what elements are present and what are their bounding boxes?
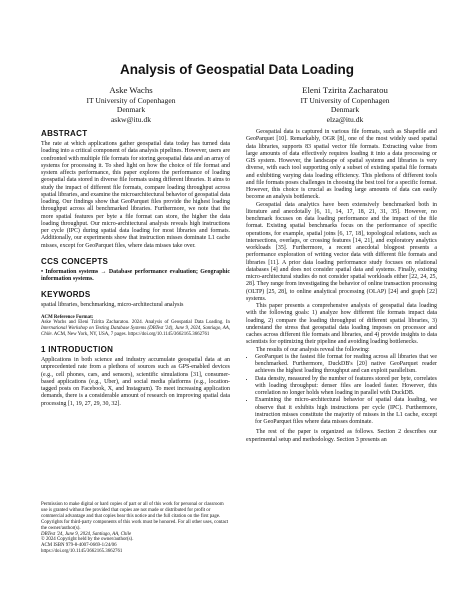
left-column	[41, 129, 230, 408]
author-affiliation: IT University of Copenhagen	[86, 95, 176, 105]
author-name: Aske Wachs	[109, 85, 153, 95]
acm-reference-tail: ACM, New York, NY, USA, 7 pages. https://doi.org/10.1145/3662165.3662761	[52, 332, 210, 338]
footnote-copyright: © 2024 Copyright held by the owner/author(s).	[41, 537, 134, 543]
footnote-isbn: ACM ISBN 979-8-4007-0669-1/24/06	[41, 543, 117, 549]
list-item: • GeoParquet is the fastest file format for reading across all libraries that we benchmarked. Furthermore, DuckDB's [20] native GeoParquet reader achieves the highest loading throughput and can exploit parallelism.	[255, 354, 437, 376]
keywords-text: spatial libraries, benchmarking, micro-architectural analysis	[41, 302, 184, 309]
permission-footnote	[41, 502, 230, 555]
permission-text: Permission to make digital or hard copies of part or all of this work for personal or classroom use is granted without fee provided that copies are not made or distributed for profit or commercial advantage and that copies bear this notice and the full citation on the first page. Copyrights for third-party components of this work must be honored. For all other uses, contact the owner/author(s).	[41, 502, 229, 531]
keywords-heading: KEYWORDS	[41, 290, 91, 300]
body-paragraph: This paper presents a comprehensive analysis of geospatial data loading with the following goals: 1) analyze how different file formats impact data loading, 2) compare the loading throughput of different spatial libraries, 3) understand the stress that geospatial data loading imposes on processor and caches across different file formats and libraries, and 4) provide insights to data scientists for optimizing their pipeline and avoiding loading bottlenecks.	[246, 303, 437, 346]
footnote-doi[interactable]: https://doi.org/10.1145/3662165.3662761	[41, 549, 123, 555]
acm-reference-authors: Aske Wachs and Eleni Tzirita Zacharatou. 2024. Analysis of Geospatial Data Loading. In	[41, 320, 230, 326]
acm-reference-label: ACM Reference Format:	[41, 314, 94, 320]
author-name: Eleni Tzirita Zacharatou	[302, 85, 388, 95]
footnote-venue: DBTest '24, June 9, 2024, Santiago, AA, Chile	[41, 531, 132, 537]
author-email: elza@itu.dk	[326, 114, 364, 124]
intro-heading: 1 INTRODUCTION	[41, 345, 114, 355]
abstract-heading: ABSTRACT	[41, 129, 88, 138]
right-column	[246, 129, 437, 444]
author-country: Denmark	[116, 105, 146, 115]
author-block-1	[26, 86, 236, 124]
paper-title: Analysis of Geospatial Data Loading	[119, 62, 355, 77]
ccs-text: • Information systems → Database performance evaluation; Geographic information systems.	[41, 268, 230, 282]
body-paragraph: Geospatial data analytics have been extensively benchmarked both in literature and anecdotally [6, 11, 14, 17, 18, 21, 31, 35]. However, no benchmark focuses on data loading performance and the impact of the file format. Existing spatial benchmarks focus on the performance of specific operations, for example, spatial joins [6, 17, 18], topological relations, such as intersections, overlaps, or crossing features [14, 21], and exploratory analytics workloads [35]. Furthermore, a recent anecdotal blogpost presents a performance exploration of writing vector data with different file formats and libraries [11]. A prior data loading performance study focuses on relational databases [4] and does not consider spatial data and systems. Finally, existing micro-architectural studies do not consider spatial workloads either [22, 24, 25, 28]. They range from investigating the behavior of online transaction processing (OLTP) [25, 28], to online analytical processing (OLAP) [24] and graph [22] systems.	[246, 201, 437, 302]
body-paragraph: The results of our analysis reveal the following:	[256, 346, 370, 353]
findings-list	[246, 354, 437, 427]
ccs-heading: CCS CONCEPTS	[41, 256, 109, 266]
body-paragraph: The rest of the paper is organized as follows. Section 2 describes our experimental setup and methodology. Section 3 presents an	[246, 429, 437, 443]
author-block-2	[240, 86, 450, 124]
list-item: • Data density, measured by the number of features stored per byte, correlates with loading throughput: denser files are loaded faster. However, this correlation no longer holds when loading in parallel with DuckDB.	[255, 376, 437, 398]
author-affiliation: IT University of Copenhagen	[300, 95, 390, 105]
intro-text: Applications in both science and industry accumulate geospatial data at an unprecedented rate from a plethora of sources such as GPS-enabled devices (e.g., cell phones, cars, and sensors), scientific simulations [31], consumer-based applications (e.g., Uber), and social media platforms (e.g., location-tagged posts on Facebook, X, and Instagram). To meet increasing application demands, there is a considerable amount of research on improving spatial data processing [1, 19, 27, 29, 30, 32].	[41, 357, 230, 407]
author-country: Denmark	[330, 105, 360, 115]
author-email: askw@itu.dk	[110, 114, 152, 124]
list-item: • Examining the micro-architectural behavior of spatial data loading, we observe that it exhibits high instructions per cycle (IPC). Furthermore, instruction misses constitute the majority of misses in the L1 cache, except for GeoParquet files where data misses dominate.	[255, 397, 437, 426]
abstract-text: The rate at which applications gather geospatial data today has turned data loading into a critical component of data analysis pipelines. However, users are confronted with multiple file formats for storing geospatial data and an array of systems for processing it. To shed light on how the choice of file format and system affects performance, this paper explores the performance of loading geospatial data stored in diverse file formats using different libraries. It aims to study the impact of different file formats, compare loading throughput across spatial libraries, and examine the microarchitectural behavior of geospatial data loading. Our findings show that GeoParquet files provide the highest loading throughput across all benchmarked libraries. Furthermore, we note that the more spatial features per byte a file format can store, the higher the data loading throughput. Our micro-architectural analysis reveals high instructions per cycle (IPC) during spatial data loading for most libraries and formats. Additionally, our experiments show that instruction misses dominate L1 cache misses, except for GeoParquet files, where data misses take over.	[41, 141, 230, 249]
body-paragraph: Geospatial data is captured in various file formats, such as Shapefile and GeoParquet [10]. Remarkably, OGR [8], one of the most widely used spatial data libraries, supports 83 spatial vector file formats. Extracting value from large amounts of data effectively requires loading it into a data processing or GIS system. However, the landscape of spatial systems and libraries is very diverse, with each tool supporting only a subset of existing spatial file formats and exhibiting varying data loading efficiency. This plethora of different tools and file formats poses challenges in choosing the best tool for a specific format. However, this choice is crucial as loading large amounts of data can easily become an analysis bottleneck.	[246, 129, 437, 201]
acm-reference	[41, 315, 230, 339]
acm-reference-venue: International Workshop on Testing Database Systems (DBTest '24), June 9, 2024, Santiago, AA, Chile.	[41, 326, 230, 338]
